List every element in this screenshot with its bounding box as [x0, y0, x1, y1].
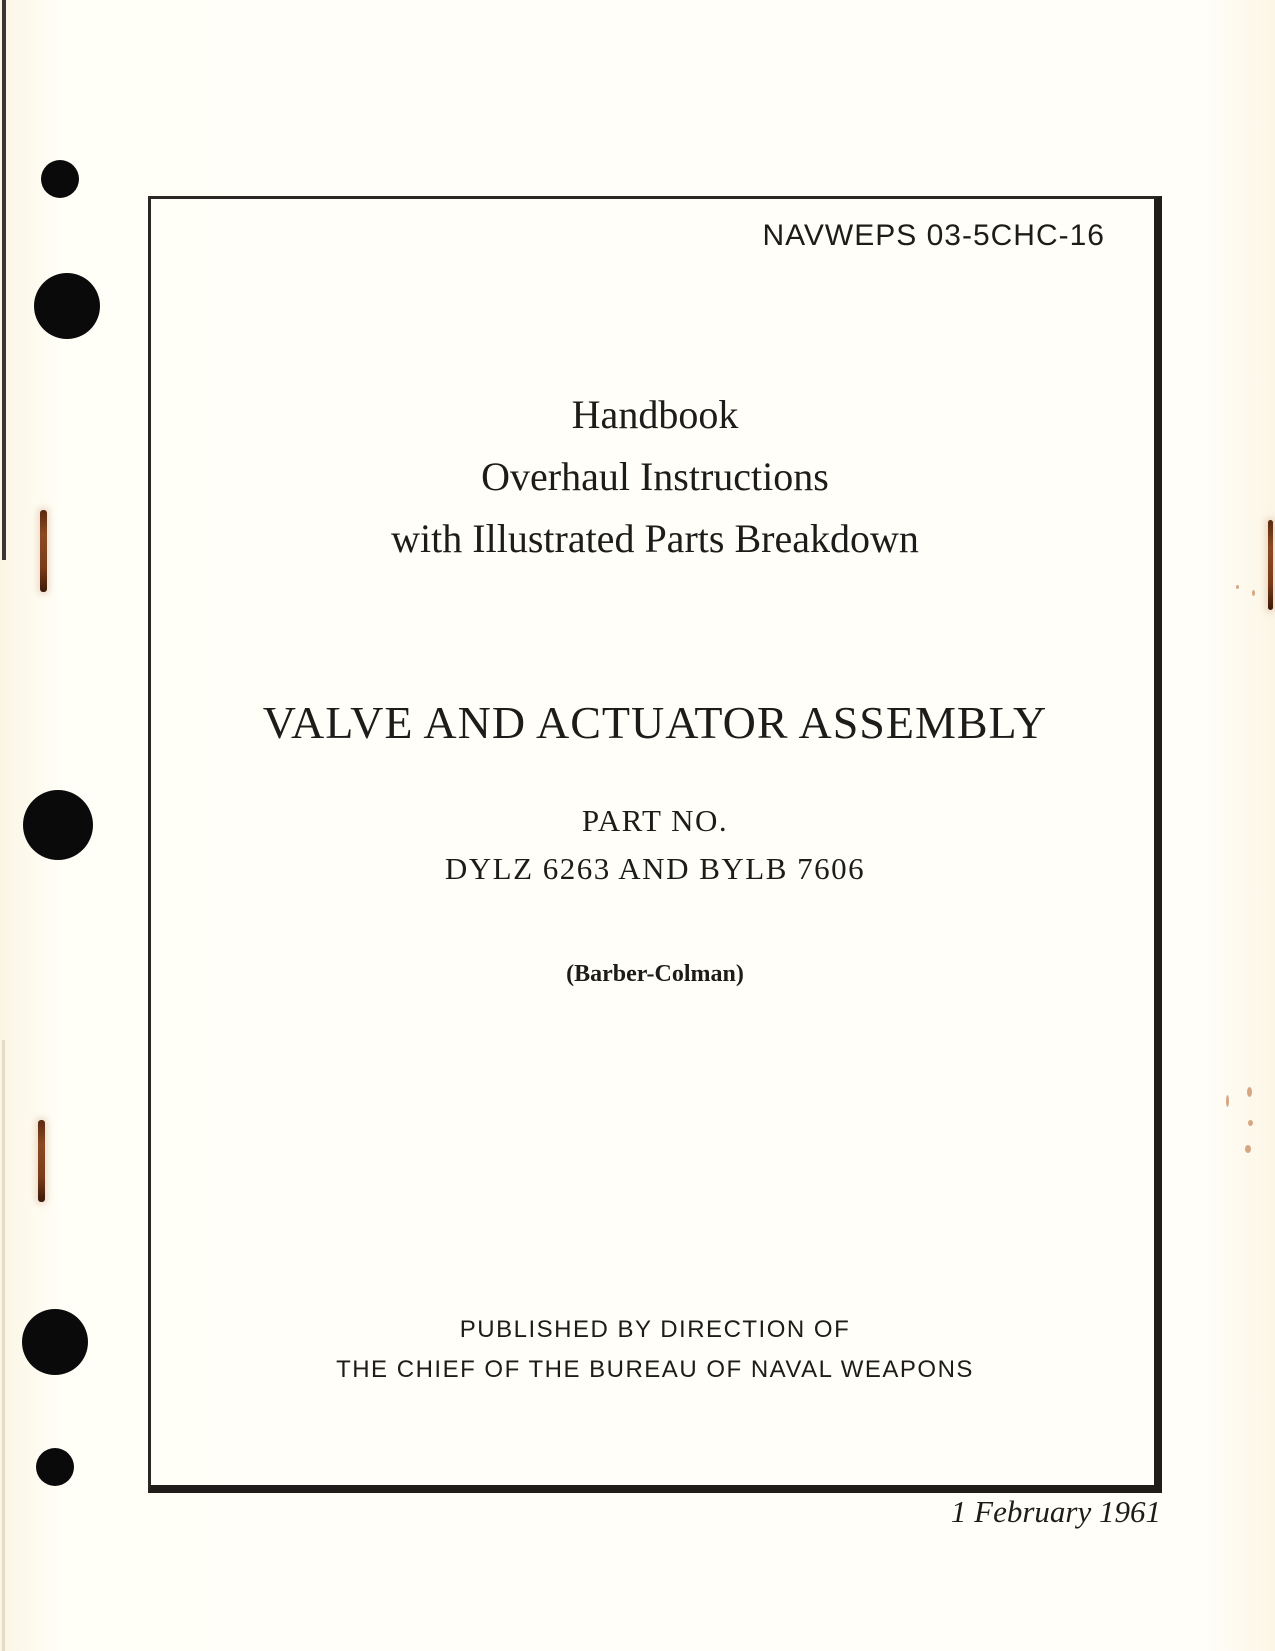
publisher-block — [148, 1310, 1162, 1390]
handbook-title — [148, 384, 1162, 570]
binding-edge — [2, 1040, 5, 1651]
punch-hole-icon — [34, 273, 100, 339]
title-line-ipb: with Illustrated Parts Breakdown — [391, 516, 919, 561]
part-number-block — [148, 797, 1162, 893]
manufacturer: (Barber-Colman) — [566, 961, 744, 987]
rust-mark — [40, 510, 47, 592]
rust-speck — [1245, 1145, 1251, 1153]
part-no-label: PART NO. — [581, 803, 729, 838]
rust-mark — [1268, 520, 1273, 610]
publication-date: 1 February 1961 — [950, 1494, 1161, 1529]
binding-edge — [2, 0, 6, 560]
rust-speck — [1248, 1120, 1253, 1126]
punch-hole-icon — [23, 790, 93, 860]
part-numbers: DYLZ 6263 AND BYLB 7606 — [444, 851, 866, 886]
punch-hole-icon — [41, 160, 79, 198]
publisher-line-2: THE CHIEF OF THE BUREAU OF NAVAL WEAPONS — [336, 1356, 974, 1383]
rust-speck — [1247, 1087, 1252, 1097]
rust-speck — [1236, 585, 1239, 589]
main-title: VALVE AND ACTUATOR ASSEMBLY — [262, 697, 1048, 748]
document-number: NAVWEPS 03-5CHC-16 — [762, 219, 1105, 252]
punch-hole-icon — [36, 1448, 74, 1486]
rust-mark — [38, 1120, 45, 1202]
rust-speck — [1226, 1095, 1229, 1107]
punch-hole-icon — [22, 1309, 88, 1375]
title-line-handbook: Handbook — [571, 392, 739, 437]
rust-speck — [1252, 590, 1255, 596]
title-line-overhaul: Overhaul Instructions — [481, 454, 829, 499]
publisher-line-1: PUBLISHED BY DIRECTION OF — [459, 1316, 851, 1343]
